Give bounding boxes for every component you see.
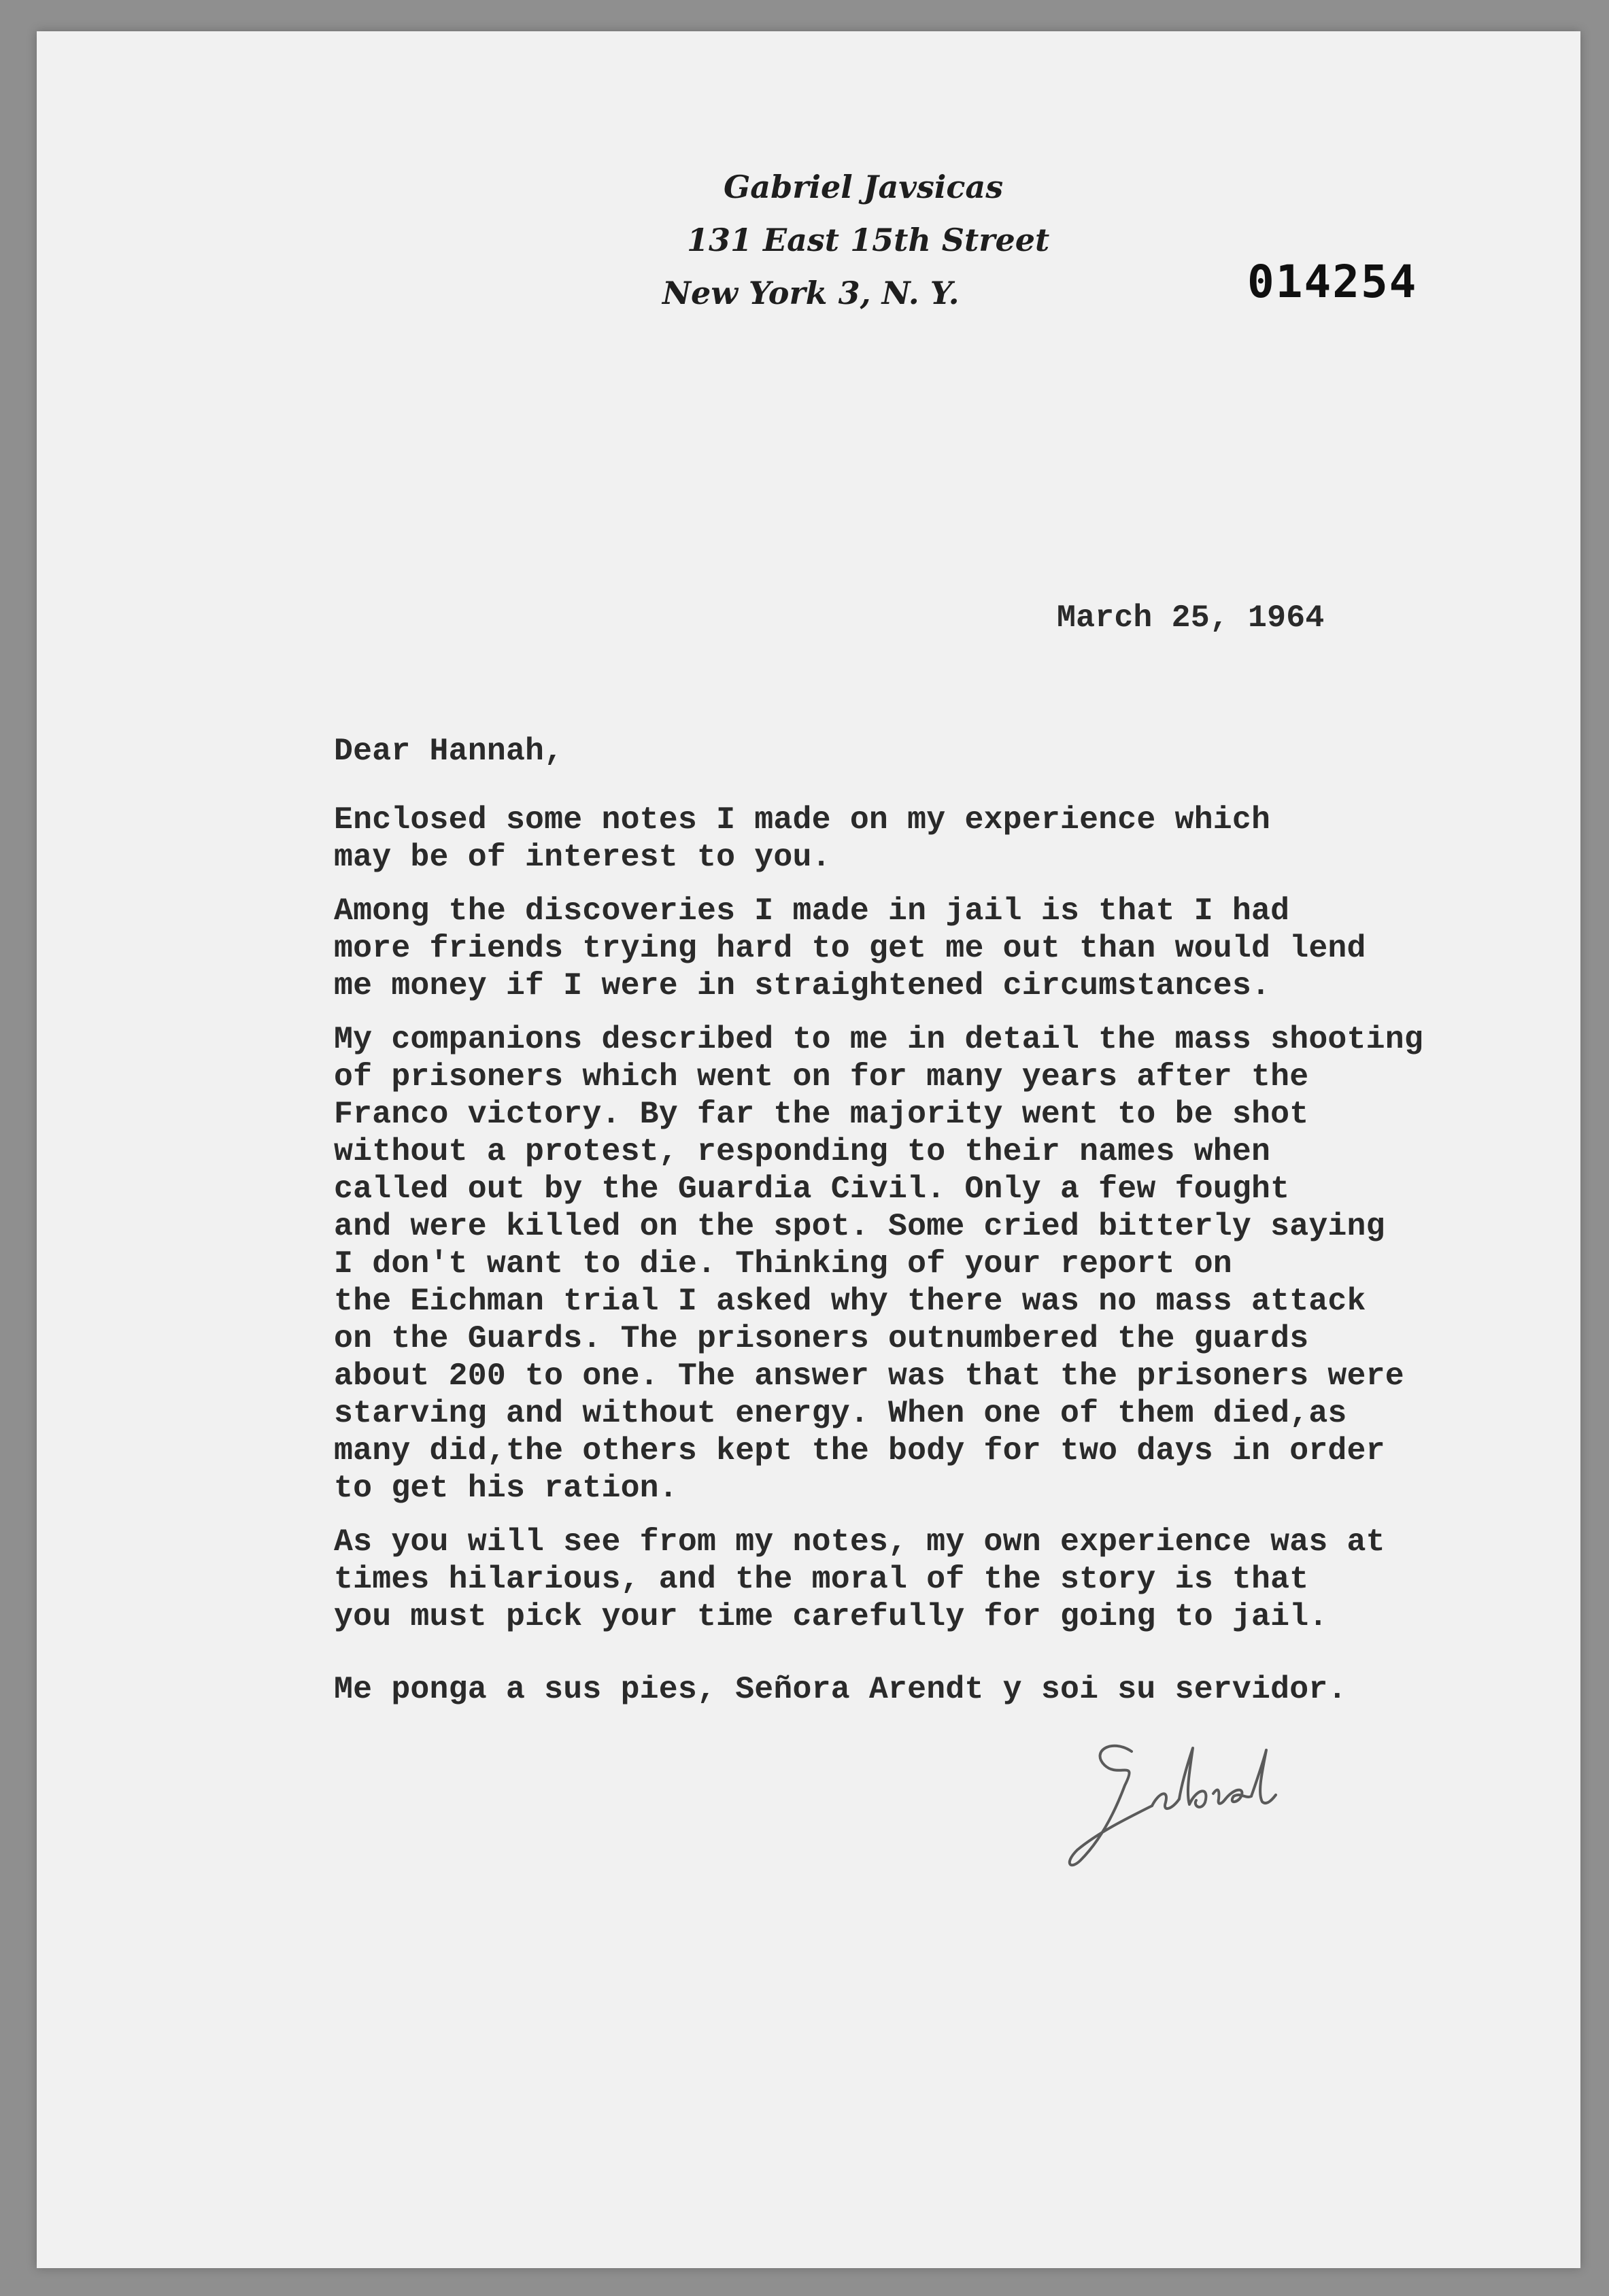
letter-body [334, 801, 1572, 1651]
letterhead-name: Gabriel Javsicas [724, 169, 1004, 205]
body-line: to get his ration. [334, 1470, 678, 1506]
paragraph [334, 1523, 1572, 1635]
letterhead-city: New York 3, N. Y. [662, 275, 960, 311]
paragraph [334, 1021, 1572, 1507]
body-line: Enclosed some notes I made on my experience which [334, 802, 1271, 838]
body-line: you must pick your time carefully for going to jail. [334, 1598, 1328, 1634]
body-line: many did,the others kept the body for two days in order [334, 1433, 1385, 1469]
closing-line: Me ponga a sus pies, Señora Arendt y soi su servidor. [334, 1671, 1347, 1707]
body-line: may be of interest to you. [334, 839, 831, 875]
body-line: the Eichman trial I asked why there was no mass attack [334, 1283, 1366, 1319]
document-number: 014254 [1247, 256, 1418, 308]
body-line: called out by the Guardia Civil. Only a few fought [334, 1171, 1290, 1207]
salutation: Dear Hannah, [334, 733, 564, 769]
letter-date: March 25, 1964 [1057, 600, 1325, 636]
body-line: times hilarious, and the moral of the story is that [334, 1561, 1309, 1597]
paragraph [334, 892, 1572, 1004]
body-line: me money if I were in straightened circumstances. [334, 967, 1271, 1004]
paragraph [334, 801, 1572, 876]
body-line: more friends trying hard to get me out than would lend [334, 930, 1366, 966]
body-line: starving and without energy. When one of them died,as [334, 1395, 1347, 1431]
body-line: Among the discoveries I made in jail is that I had [334, 893, 1290, 929]
body-line: As you will see from my notes, my own experience was at [334, 1524, 1385, 1560]
body-line: without a protest, responding to their names when [334, 1133, 1271, 1169]
letter-page [37, 31, 1580, 2268]
body-line: My companions described to me in detail the mass shooting [334, 1021, 1423, 1057]
body-line: and were killed on the spot. Some cried bitterly saying [334, 1208, 1385, 1244]
letterhead-street: 131 East 15th Street [687, 222, 1050, 258]
body-line: I don't want to die. Thinking of your report on [334, 1246, 1232, 1282]
body-line: Franco victory. By far the majority went to be shot [334, 1096, 1309, 1132]
letterhead [662, 160, 1050, 320]
body-line: on the Guards. The prisoners outnumbered the guards [334, 1320, 1309, 1356]
handwritten-signature [1050, 1724, 1295, 1881]
body-line: of prisoners which went on for many years after the [334, 1059, 1309, 1095]
body-line: about 200 to one. The answer was that the prisoners were [334, 1358, 1404, 1394]
